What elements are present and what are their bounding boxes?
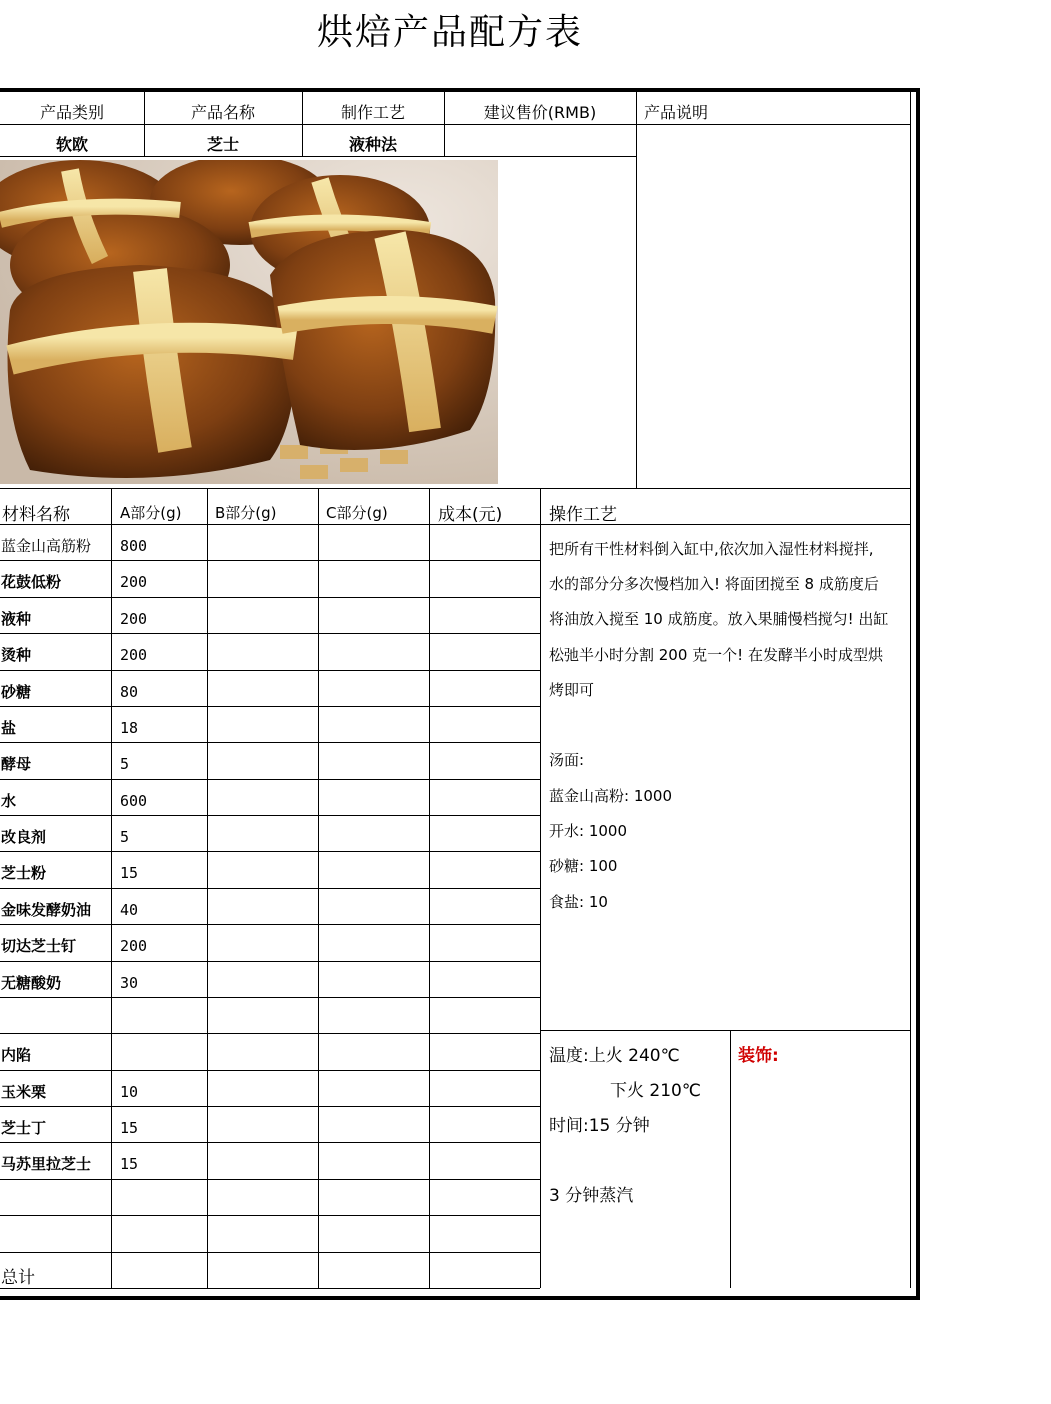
ingredient-amount-a: 200 bbox=[120, 937, 148, 956]
grid-line bbox=[0, 1070, 540, 1071]
ingredient-amount-a: 5 bbox=[120, 755, 130, 774]
page-title: 烘焙产品配方表 bbox=[316, 12, 583, 53]
ingredient-name: 芝士丁 bbox=[1, 1119, 47, 1138]
col-header-part-c: C部分(g) bbox=[326, 504, 388, 522]
ingredient-name: 马苏里拉芝士 bbox=[1, 1155, 92, 1174]
steam-time: 3 分钟蒸汽 bbox=[549, 1186, 634, 1206]
header-label-price: 建议售价(RMB) bbox=[483, 103, 597, 122]
header-value-name: 芝士 bbox=[206, 135, 239, 154]
grid-line bbox=[0, 560, 540, 561]
ingredient-name: 切达芝士钉 bbox=[1, 937, 77, 956]
grid-line bbox=[0, 779, 540, 780]
ingredient-amount-a: 5 bbox=[120, 828, 130, 847]
process-line: 把所有干性材料倒入缸中,依次加入湿性材料搅拌, bbox=[549, 540, 874, 558]
tangmian-item: 食盐: 10 bbox=[549, 893, 608, 911]
tangmian-item: 蓝金山高粉: 1000 bbox=[549, 787, 672, 805]
ingredient-amount-a: 800 bbox=[120, 537, 148, 555]
temp-bottom: 下火 210℃ bbox=[610, 1081, 701, 1101]
process-line: 水的部分分多次慢档加入! 将面团搅至 8 成筋度后 bbox=[549, 575, 879, 593]
header-value-category: 软欧 bbox=[55, 135, 88, 154]
grid-line bbox=[540, 488, 541, 1288]
grid-line bbox=[0, 1215, 540, 1216]
ingredient-amount-a: 200 bbox=[120, 609, 148, 628]
ingredient-name: 花鼓低粉 bbox=[1, 573, 62, 592]
ingredient-name: 总计 bbox=[1, 1267, 35, 1288]
ingredient-name: 改良剂 bbox=[1, 828, 47, 847]
ingredient-amount-a: 15 bbox=[120, 1155, 139, 1174]
grid-line bbox=[0, 1288, 540, 1289]
ingredient-name: 液种 bbox=[1, 609, 32, 628]
grid-line bbox=[0, 1142, 540, 1143]
header-label-name: 产品名称 bbox=[190, 103, 255, 122]
ingredient-amount-a: 40 bbox=[120, 900, 139, 919]
ingredient-amount-a: 18 bbox=[120, 718, 139, 737]
grid-line bbox=[0, 633, 540, 634]
grid-line bbox=[111, 488, 112, 1288]
ingredient-name: 砂糖 bbox=[1, 682, 32, 701]
col-header-ingredient: 材料名称 bbox=[2, 505, 70, 525]
tangmian-item: 开水: 1000 bbox=[549, 822, 627, 840]
decoration-label: 装饰: bbox=[738, 1046, 779, 1066]
grid-line bbox=[0, 851, 540, 852]
ingredient-amount-a: 15 bbox=[120, 864, 139, 883]
ingredient-amount-a: 200 bbox=[120, 646, 148, 665]
grid-line bbox=[0, 670, 540, 671]
process-line: 烤即可 bbox=[549, 681, 595, 699]
grid-line bbox=[429, 488, 430, 1288]
tangmian-item: 砂糖: 100 bbox=[549, 857, 618, 875]
ingredient-amount-a: 200 bbox=[120, 573, 148, 592]
grid-line bbox=[0, 597, 540, 598]
tangmian-title: 汤面: bbox=[549, 751, 585, 769]
ingredient-amount-a: 600 bbox=[120, 791, 148, 810]
ingredient-name: 水 bbox=[1, 791, 17, 810]
ingredient-amount-a: 10 bbox=[120, 1082, 139, 1101]
grid-line bbox=[0, 706, 540, 707]
ingredient-name: 烫种 bbox=[1, 646, 32, 665]
header-label-description: 产品说明 bbox=[644, 103, 709, 122]
header-value-process: 液种法 bbox=[348, 135, 397, 154]
col-header-part-b: B部分(g) bbox=[215, 504, 277, 522]
temp-top: 温度:上火 240℃ bbox=[549, 1046, 680, 1066]
col-header-cost: 成本(元) bbox=[438, 505, 503, 525]
ingredient-name: 内陷 bbox=[1, 1046, 32, 1065]
ingredient-name: 蓝金山高筋粉 bbox=[1, 537, 92, 555]
grid-line bbox=[0, 1179, 540, 1180]
grid-line bbox=[318, 488, 319, 1288]
grid-line bbox=[0, 742, 540, 743]
bake-time: 时间:15 分钟 bbox=[549, 1116, 650, 1136]
grid-line bbox=[207, 488, 208, 1288]
header-label-process: 制作工艺 bbox=[340, 103, 405, 122]
grid-line bbox=[0, 1252, 540, 1253]
grid-line bbox=[0, 961, 540, 962]
grid-line bbox=[0, 997, 540, 998]
ingredient-amount-a: 80 bbox=[120, 682, 139, 701]
grid-line bbox=[0, 924, 540, 925]
grid-line bbox=[0, 1106, 540, 1107]
bread-photo bbox=[0, 160, 498, 484]
process-line: 松弛半小时分割 200 克一个! 在发酵半小时成型烘 bbox=[549, 646, 883, 664]
ingredient-name: 无糖酸奶 bbox=[1, 973, 62, 992]
process-line: 将油放入搅至 10 成筋度。放入果脯慢档搅匀! 出缸 bbox=[549, 610, 889, 628]
grid-line bbox=[0, 815, 540, 816]
ingredient-amount-a: 30 bbox=[120, 973, 139, 992]
ingredient-name: 酵母 bbox=[1, 755, 32, 774]
col-header-operation: 操作工艺 bbox=[549, 505, 617, 525]
ingredient-name: 盐 bbox=[1, 718, 17, 737]
grid-line bbox=[0, 1033, 540, 1034]
ingredient-amount-a: 15 bbox=[120, 1119, 139, 1138]
ingredient-name: 金味发酵奶油 bbox=[1, 900, 92, 919]
col-header-part-a: A部分(g) bbox=[120, 504, 182, 522]
ingredient-name: 芝士粉 bbox=[1, 864, 47, 883]
header-label-category: 产品类别 bbox=[39, 103, 104, 122]
ingredient-name: 玉米栗 bbox=[1, 1082, 47, 1101]
grid-line bbox=[0, 888, 540, 889]
